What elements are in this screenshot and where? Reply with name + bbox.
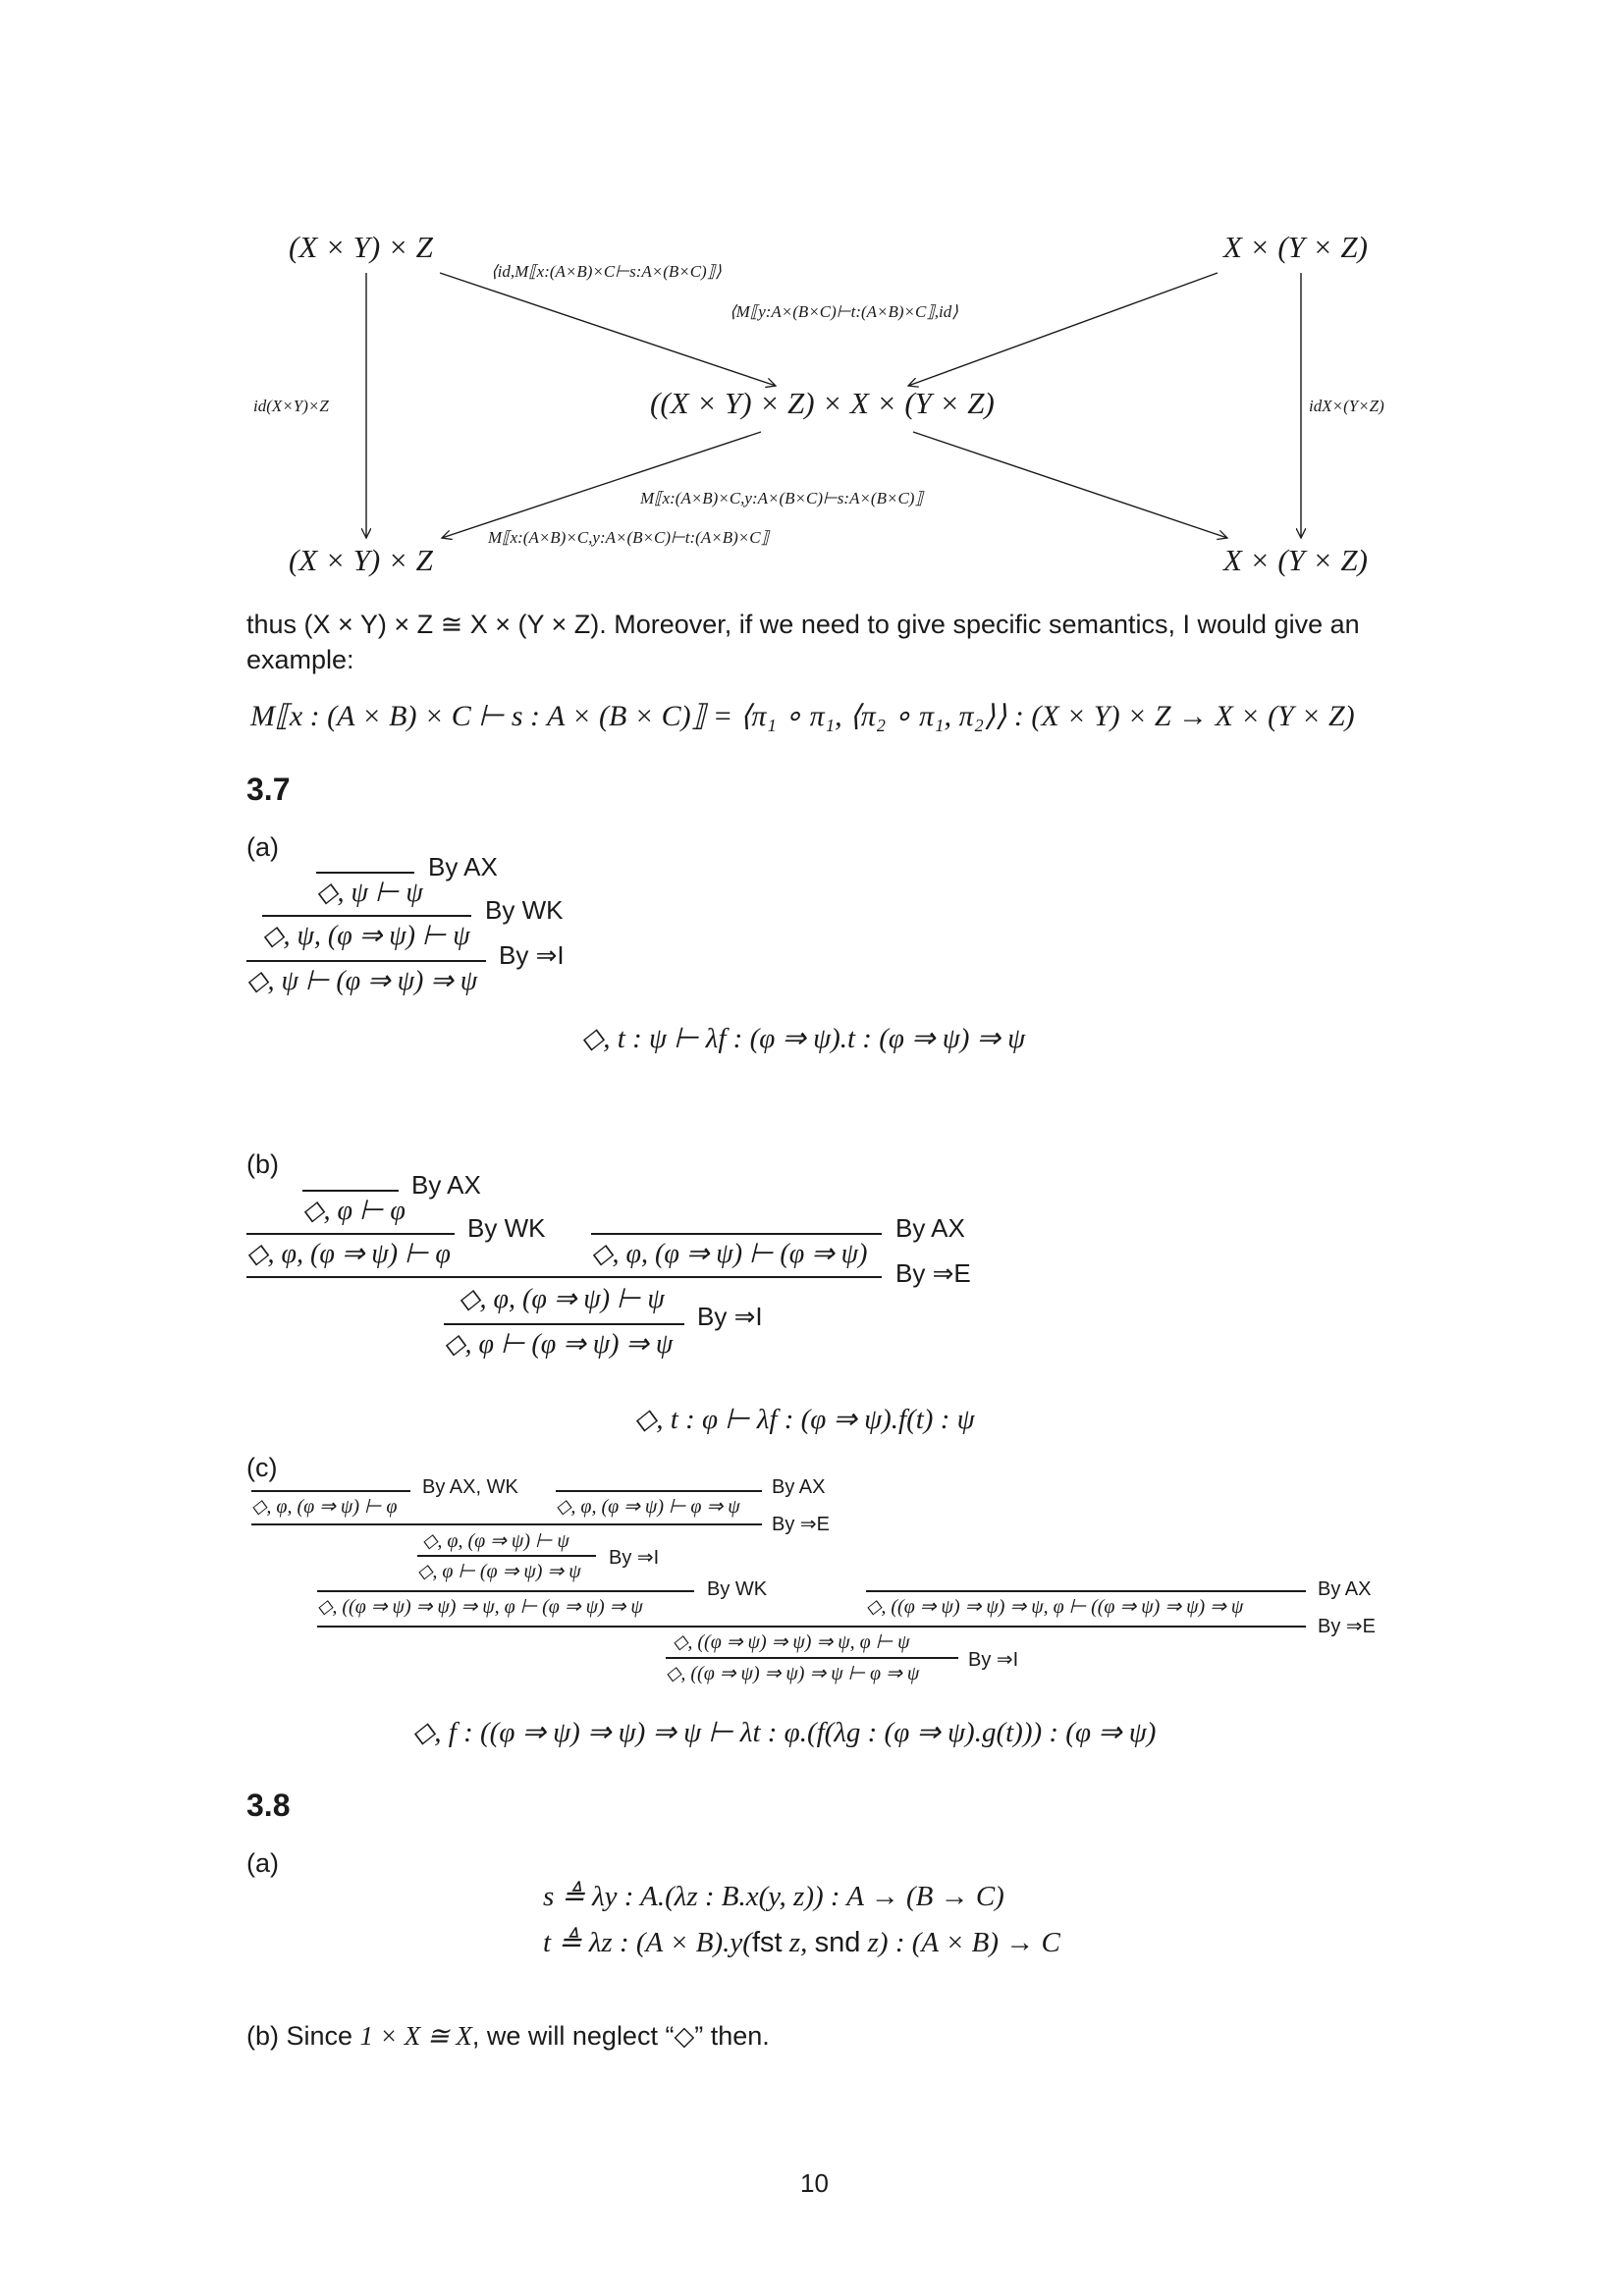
thus-line-1: thus (X × Y) × Z ≅ X × (Y × Z). Moreover, if we need to give specific semantics, I would give an — [246, 610, 1360, 639]
arrow-center-to-bl — [442, 432, 761, 538]
c-rule-label-2: By AX — [772, 1476, 826, 1498]
c-rule-4 — [417, 1555, 596, 1557]
b-sequent-3: ◇, φ, (φ ⇒ ψ) ⊢ (φ ⇒ ψ) — [591, 1239, 868, 1269]
edge-label-tl-center: ⟨id,M⟦x:(A×B)×C⊢s:A×(B×C)⟧⟩ — [491, 262, 722, 281]
section-heading-3-7: 3.7 — [246, 772, 291, 807]
b-term: ◇, t : φ ⊢ λf : (φ ⇒ ψ).f(t) : ψ — [634, 1404, 975, 1435]
c-term: ◇, f : ((φ ⇒ ψ) ⇒ ψ) ⇒ ψ ⊢ λt : φ.(f(λg : (φ ⇒ ψ).g(t))) : (φ ⇒ ψ) — [412, 1717, 1157, 1748]
b-rule-3 — [591, 1233, 882, 1235]
part-a-label: (a) — [246, 832, 279, 862]
edge-label-left-vertical: id(X×Y)×Z — [253, 397, 329, 415]
c-rule-label-4: By ⇒I — [609, 1547, 660, 1569]
node-bottom-left: (X × Y) × Z — [289, 543, 433, 577]
node-top-left: (X × Y) × Z — [289, 230, 433, 264]
a-rule-label-3: By ⇒I — [499, 940, 565, 970]
c-rule-label-1: By AX, WK — [422, 1476, 518, 1498]
b-rule-1 — [302, 1190, 399, 1192]
edge-label-center-bl: M⟦x:(A×B)×C,y:A×(B×C)⊢t:(A×B)×C⟧ — [488, 528, 769, 547]
c-rule-label-8: By ⇒I — [968, 1649, 1019, 1671]
part-c-label: (c) — [246, 1453, 278, 1482]
part-a-label-3-8: (a) — [246, 1848, 279, 1878]
edge-label-tr-center: ⟨M⟦y:A×(B×C)⊢t:(A×B)×C⟧,id⟩ — [730, 302, 958, 321]
c-rule-6 — [866, 1590, 1306, 1592]
c-sequent-3: ◇, φ, (φ ⇒ ψ) ⊢ ψ — [422, 1530, 569, 1552]
edge-label-center-br: M⟦x:(A×B)×C,y:A×(B×C)⊢s:A×(B×C)⟧ — [640, 489, 923, 507]
semantics-equation: M⟦x : (A × B) × C ⊢ s : A × (B × C)⟧ = ⟨π₁ ∘ π₁, ⟨π₂ ∘ π₁, π₂⟩⟩ : (X × Y) × Z → X × (Y × Z) — [250, 700, 1355, 732]
node-top-right: X × (Y × Z) — [1223, 230, 1368, 264]
b-sequent-5: ◇, φ ⊢ (φ ⇒ ψ) ⇒ ψ — [444, 1329, 674, 1360]
c-rule-3 — [251, 1523, 762, 1525]
b-rule-label-3: By AX — [895, 1213, 965, 1243]
node-bottom-right: X × (Y × Z) — [1223, 543, 1368, 577]
s-definition: s ≜ λy : A.(λz : B.x(y, z)) : A → (B → C) — [543, 1881, 1004, 1912]
c-rule-7 — [317, 1626, 1306, 1628]
c-rule-label-3: By ⇒E — [772, 1514, 830, 1535]
c-rule-label-6: By AX — [1318, 1578, 1372, 1600]
c-sequent-7: ◇, ((φ ⇒ ψ) ⇒ ψ) ⇒ ψ, φ ⊢ ψ — [673, 1631, 910, 1653]
b-rule-label-2: By WK — [467, 1213, 546, 1243]
c-sequent-2: ◇, φ, (φ ⇒ ψ) ⊢ φ ⇒ ψ — [556, 1496, 740, 1518]
c-rule-5 — [317, 1590, 694, 1592]
edge-label-right-vertical: idX×(Y×Z) — [1309, 397, 1384, 415]
part-b-sentence: (b) Since 1 × X ≅ X, we will neglect “◇” then. — [246, 2021, 770, 2051]
b-rule-label-5: By ⇒I — [697, 1302, 763, 1331]
b-sequent-4: ◇, φ, (φ ⇒ ψ) ⊢ ψ — [459, 1284, 665, 1314]
a-rule-label-2: By WK — [485, 895, 564, 925]
arrow-center-to-br — [913, 432, 1227, 538]
b-sequent-1: ◇, φ ⊢ φ — [302, 1196, 406, 1226]
c-rule-label-5: By WK — [707, 1578, 768, 1600]
a-sequent-2: ◇, ψ, (φ ⇒ ψ) ⊢ ψ — [262, 921, 470, 951]
c-rule-1 — [251, 1490, 410, 1492]
c-sequent-1: ◇, φ, (φ ⇒ ψ) ⊢ φ — [251, 1496, 398, 1518]
page-number: 10 — [800, 2168, 829, 2198]
b-rule-5 — [444, 1323, 684, 1325]
node-center: ((X × Y) × Z) × X × (Y × Z) — [650, 386, 995, 420]
a-rule-3 — [246, 960, 486, 962]
c-sequent-4: ◇, φ ⊢ (φ ⇒ ψ) ⇒ ψ — [417, 1561, 581, 1582]
c-sequent-8: ◇, ((φ ⇒ ψ) ⇒ ψ) ⇒ ψ ⊢ φ ⇒ ψ — [666, 1663, 920, 1684]
c-sequent-5: ◇, ((φ ⇒ ψ) ⇒ ψ) ⇒ ψ, φ ⊢ (φ ⇒ ψ) ⇒ ψ — [317, 1596, 643, 1618]
a-rule-1 — [316, 872, 414, 874]
a-rule-2 — [262, 915, 471, 917]
b-rule-label-4: By ⇒E — [895, 1258, 971, 1288]
b-sequent-2: ◇, φ, (φ ⇒ ψ) ⊢ φ — [246, 1239, 451, 1269]
a-sequent-3: ◇, ψ ⊢ (φ ⇒ ψ) ⇒ ψ — [246, 966, 478, 996]
section-heading-3-8: 3.8 — [246, 1788, 291, 1823]
c-rule-label-7: By ⇒E — [1318, 1616, 1376, 1637]
b-rule-2 — [246, 1233, 455, 1235]
a-term: ◇, t : ψ ⊢ λf : (φ ⇒ ψ).t : (φ ⇒ ψ) ⇒ ψ — [581, 1023, 1026, 1054]
part-b-label: (b) — [246, 1149, 279, 1179]
c-rule-8 — [666, 1657, 958, 1659]
t-definition: t ≜ λz : (A × B).y(fst z, snd z) : (A × B) → C — [543, 1927, 1060, 1958]
b-rule-label-1: By AX — [411, 1170, 481, 1200]
a-rule-label-1: By AX — [428, 852, 498, 881]
a-sequent-1: ◇, ψ ⊢ ψ — [316, 878, 423, 908]
b-rule-4 — [246, 1276, 882, 1278]
thus-line-2: example: — [246, 645, 354, 674]
c-sequent-6: ◇, ((φ ⇒ ψ) ⇒ ψ) ⇒ ψ, φ ⊢ ((φ ⇒ ψ) ⇒ ψ) ⇒ ψ — [866, 1596, 1244, 1618]
c-rule-2 — [556, 1490, 762, 1492]
arrow-tr-to-center — [908, 273, 1218, 386]
arrow-tl-to-center — [440, 273, 776, 386]
